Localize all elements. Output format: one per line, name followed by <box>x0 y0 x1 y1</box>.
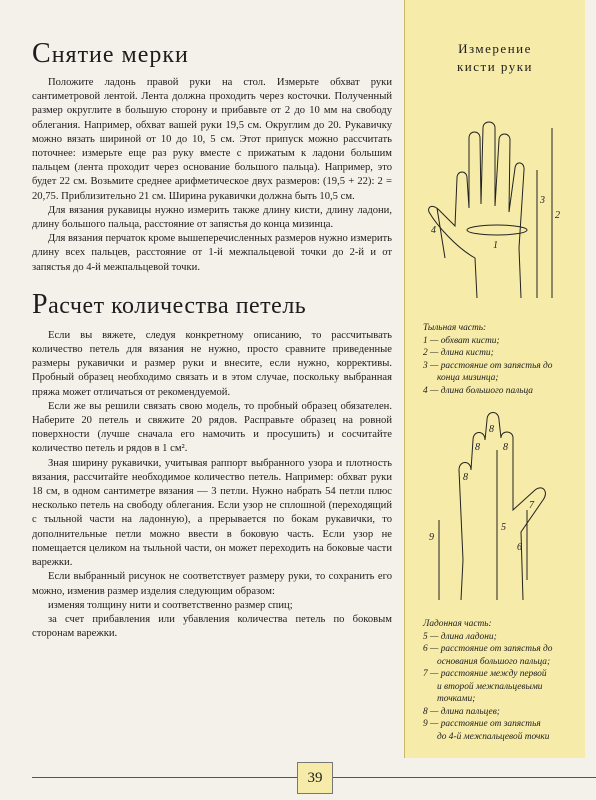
hand-palm-illustration <box>417 400 577 610</box>
number-label: 8 <box>475 442 480 453</box>
number-label: 2 <box>555 210 560 221</box>
number-label: 7 <box>529 500 534 511</box>
paragraph: Если выбранный рисунок не соответствует размеру руки, то сохранить его можно, изменив размер изделия следующим образом: <box>32 571 392 597</box>
number-label: 8 <box>463 472 468 483</box>
number-label: 8 <box>503 442 508 453</box>
paragraph: Если вы вяжете, следуя конкретному описанию, то рассчитывать количество петель для вязания не нужно, просто сравните приведенные размеры рукавички и размер руки и внесите, если нужно, коррективы. Пробный образец необходимо связать и в этом случае, поскольку выбранная пряжа может отличаться от рекомендуемой. <box>32 329 392 398</box>
sidebar-title: Измерение кисти руки <box>456 41 534 74</box>
palm-legend: Ладонная часть: 5 — длина ладони; 6 — расстояние от запястья до основания большого пальца; 7 — расстояние между первой и второй межпальцевыми точками; 8 — длина пальцев; 9 — расстояние от запястья до 4-й межпальцевой точки <box>423 619 553 742</box>
section1-title: Снятие мерки <box>32 38 189 69</box>
paragraph: Зная ширину рукавички, учитывая раппорт выбранного узора и плотность вязания, рассчитайте необходимое количество петель. Например: обхват руки 18 см, в одном сантиметре вязания — 3 петли. Нужно набрать 54 петли плюс несколько петель на свободу облегания. Если узор не сплошной (переходящий с тыльной части на ладонную), а прерывается по бокам рукавички, то дополнительные петли можно ввести в боковую часть. Если узор не помещается целиком на тыльной части, он может переходить на боковые части варежки. <box>32 457 392 569</box>
number-label: 9 <box>429 532 434 543</box>
paragraph: Для вязания перчаток кроме вышеперечисленных размеров нужно измерить длину всех пальцев, расстояние от 1-й межпальцевой точки до 2-й и от запястья до 4-й межпальцевой точки. <box>32 233 393 273</box>
number-label: 3 <box>540 195 545 206</box>
number-label: 4 <box>431 225 436 236</box>
number-label: 5 <box>501 522 506 533</box>
paragraph: за счет прибавления или убавления количества петель по боковым сторонам варежки. <box>32 613 392 640</box>
paragraph: Положите ладонь правой руки на стол. Измерьте обхват руки сантиметровой лентой. Лента должна проходить через косточки. Полученный размер округлите в большую сторону и прибавьте от 2 до 10 мм на свободу облегания. Например, обхват вашей руки 19,5 см. Округлим до 20. Рукавичку можно вязать шириной от 10 до 10, 5 см. Этот припуск можно рассчитать поточнее: измерьте еще раз руку вместе с прижатым к ладони большим пальцем (лента проходит через основание большого пальца). Например, это будет 22 см. Возьмите среднее арифметическое двух размеров: (19,5 + 22): 2 = 20,75. Приблизительно 21 см. Ширина рукавички должна быть 10,5 см. <box>32 77 392 202</box>
page-number: 39 <box>297 762 333 794</box>
paragraph: изменяя толщину нити и соответственно размер спиц; <box>48 599 293 611</box>
section2-title: Расчет количества петель <box>32 288 307 320</box>
hand-back-illustration <box>417 108 577 308</box>
paragraph: Если же вы решили связать свою модель, то пробный образец обязателен. Наберите 20 петель и свяжите 20 рядов. Расправьте образец на ровной поверхности (лучше сначала его намочить и просушить) и сосчитайте количество петель и рядов в 1 см². <box>32 400 392 455</box>
back-legend: Тыльная часть: 1 — обхват кисти; 2 — длина кисти; 3 — расстояние от запястья до конца мизинца; 4 — длина большого пальца <box>423 323 553 396</box>
number-label: 1 <box>493 240 498 251</box>
paragraph: Для вязания рукавицы нужно измерить также длину кисти, длину ладони, длину большого пальца, расстояние от запястья до конца мизинца. <box>32 204 392 231</box>
sidebar-panel <box>404 0 585 758</box>
page-footer <box>0 760 596 800</box>
main-column <box>32 38 392 641</box>
number-label: 8 <box>489 424 494 435</box>
number-label: 6 <box>517 542 522 553</box>
